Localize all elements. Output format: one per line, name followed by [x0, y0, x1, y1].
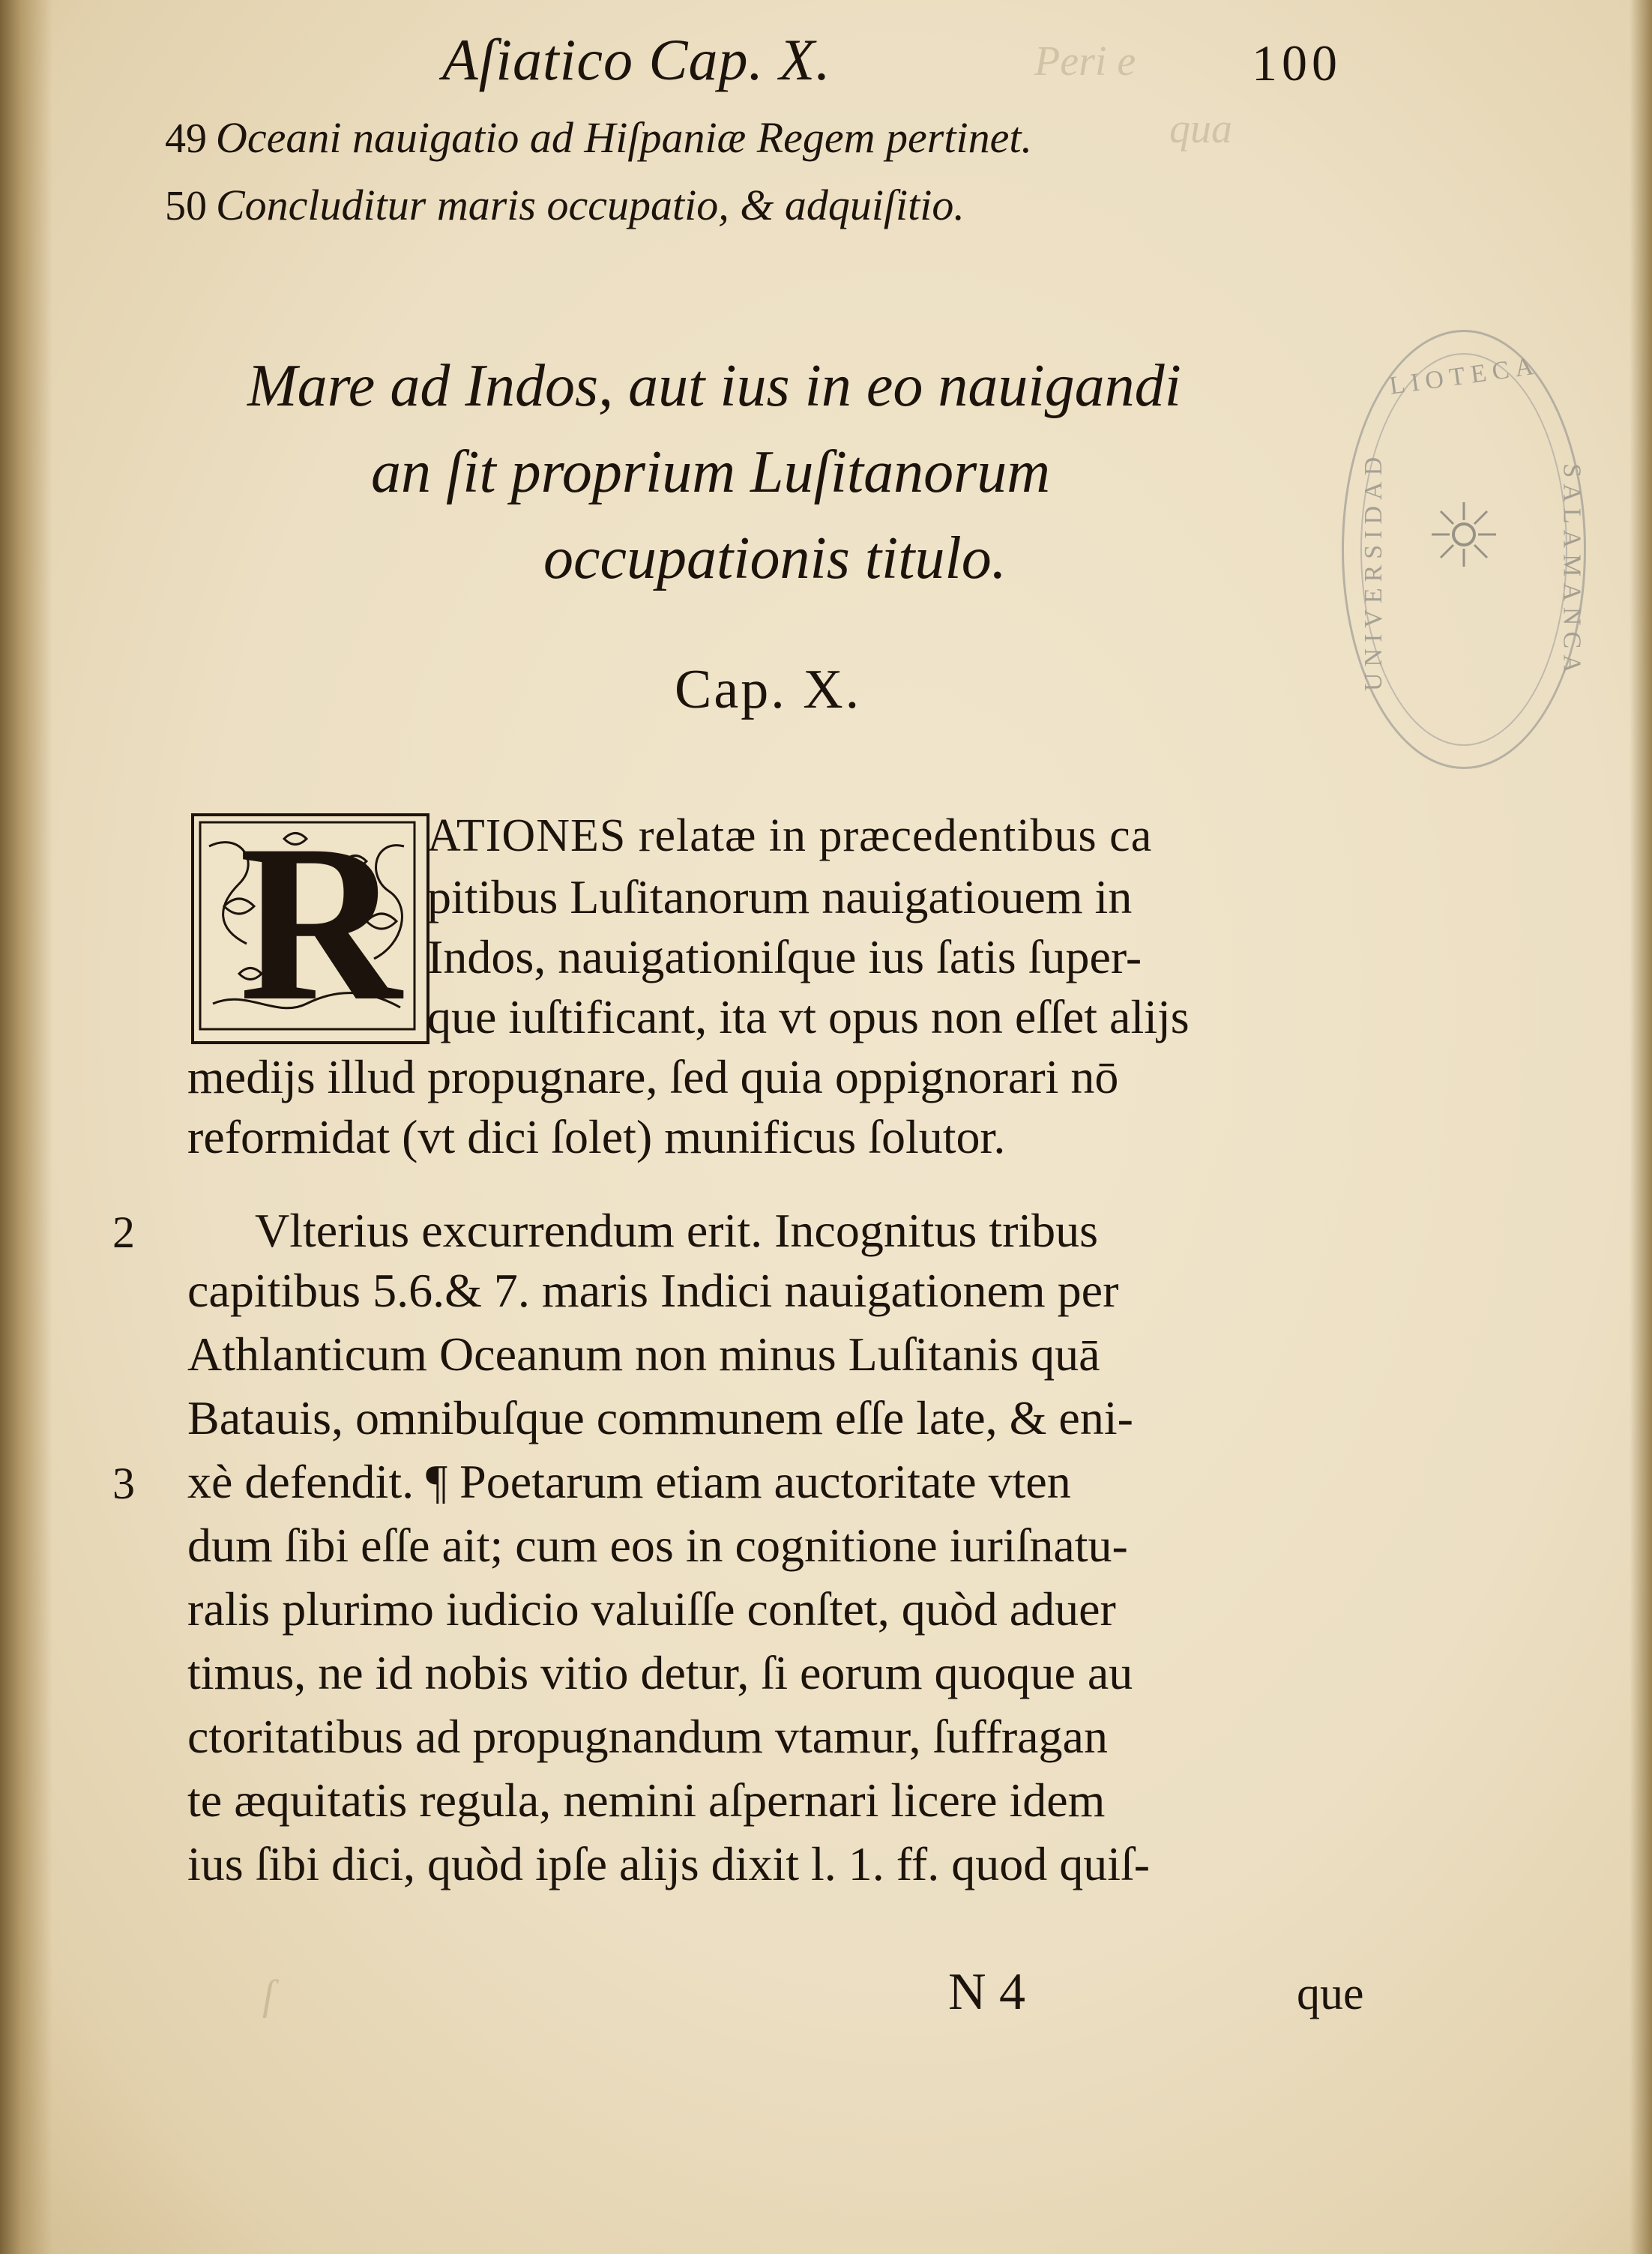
- signature-mark: N 4: [948, 1963, 1026, 2021]
- chapter-title-line: Mare ad Indos, aut ius in eo nauigandi: [247, 353, 1181, 419]
- body-line: pitibus Luſitanorum nauigatiouem in: [427, 870, 1133, 923]
- body-line: reformidat (vt dici ſolet) munificus ſolutor.: [187, 1110, 1006, 1163]
- chapter-label: Cap. X.: [675, 659, 862, 720]
- sun-emblem-icon: [1430, 501, 1498, 568]
- body-line: te æquitatis regula, nemini aſpernari licere idem: [187, 1774, 1106, 1827]
- summary-number: 50: [165, 183, 207, 229]
- body-line: capitibus 5.6.& 7. maris Indici nauigationem per: [187, 1264, 1119, 1317]
- decorated-initial: [191, 798, 429, 1047]
- body-line: ATIONES relatæ in præcedentibus ca: [427, 810, 1153, 861]
- initial-letter: R: [239, 798, 402, 1047]
- body-line: ralis plurimo iudicio valuiſſe conſtet, quòd aduer: [187, 1582, 1116, 1636]
- running-head: Aſiatico Cap. X.: [442, 27, 831, 92]
- chapter-title-line: occupationis titulo.: [543, 525, 1007, 591]
- body-line: que iuſtificant, ita vt opus non eſſet alijs: [427, 990, 1190, 1043]
- margin-number: 3: [112, 1459, 135, 1508]
- summary-item: [165, 112, 1032, 163]
- body-line: Athlanticum Oceanum non minus Luſitanis quā: [187, 1328, 1100, 1381]
- stamp-text-right: SALAMANCA: [1558, 463, 1586, 679]
- stamp-text-top: LIOTECA: [1387, 352, 1541, 400]
- stamp-text-left: UNIVERSIDAD: [1360, 451, 1388, 692]
- margin-number: 2: [112, 1208, 135, 1257]
- page-number: 100: [1252, 34, 1342, 91]
- show-through-text: qua: [1169, 106, 1232, 152]
- summary-item: [165, 180, 965, 230]
- summary-text: Oceani nauigatio ad Hiſpaniæ Regem pertinet.: [216, 113, 1032, 162]
- body-line: dum ſibi eſſe ait; cum eos in cognitione iuriſnatu-: [187, 1519, 1128, 1572]
- body-line: Vlterius excurrendum erit. Incognitus tribus: [255, 1204, 1099, 1257]
- body-line: Indos, nauigationiſque ius ſatis ſuper-: [427, 930, 1142, 983]
- summary-number: 49: [165, 115, 207, 162]
- body-line: ctoritatibus ad propugnandum vtamur, ſuffragan: [187, 1710, 1108, 1763]
- body-line: ius ſibi dici, quòd ipſe alijs dixit l. 1. ff. quod quiſ-: [187, 1837, 1151, 1890]
- catchword: que: [1297, 1968, 1364, 2019]
- body-line: timus, ne id nobis vitio detur, ſi eorum quoque au: [187, 1646, 1133, 1699]
- library-stamp: [1342, 330, 1586, 769]
- show-through-text: ſ: [262, 1972, 274, 2019]
- summary-text: Concluditur maris occupatio, & adquiſitio.: [216, 181, 965, 229]
- body-line: medijs illud propugnare, ſed quia oppignorari nō: [187, 1050, 1119, 1103]
- body-line: Batauis, omnibuſque communem eſſe late, & eni-: [187, 1391, 1133, 1444]
- chapter-title-line: an ſit proprium Luſitanorum: [371, 439, 1051, 505]
- show-through-text: Peri e: [1034, 38, 1136, 85]
- body-line: xè defendit. ¶ Poetarum etiam auctoritate vten: [187, 1455, 1071, 1508]
